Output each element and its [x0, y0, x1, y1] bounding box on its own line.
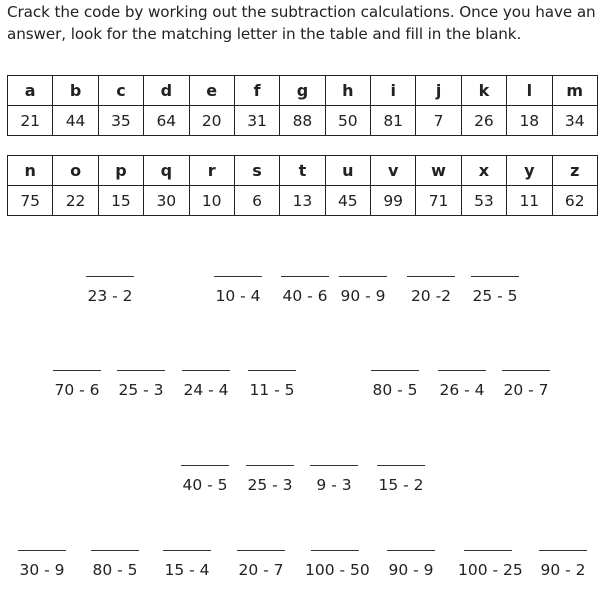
answer-blank[interactable]: [471, 276, 519, 277]
puzzle-item: [304, 465, 364, 494]
letter-cell: o: [53, 156, 98, 186]
calculation: 90 - 9: [388, 561, 434, 579]
calculation: 100 - 25: [458, 561, 523, 579]
answer-blank[interactable]: [311, 550, 359, 551]
answer-blank[interactable]: [214, 276, 262, 277]
puzzle-item: [458, 550, 523, 579]
letter-cell: j: [416, 76, 461, 106]
answer-blank[interactable]: [464, 550, 512, 551]
number-cell: 44: [53, 106, 98, 136]
puzzle-item: [365, 370, 425, 399]
puzzle-item: [12, 550, 72, 579]
calculation: 100 - 50: [305, 561, 370, 579]
puzzle-item: [465, 276, 525, 305]
letter-cell: r: [189, 156, 234, 186]
letter-cell: h: [325, 76, 370, 106]
puzzle-item: [111, 370, 171, 399]
calculation: 20 - 7: [503, 381, 549, 399]
letter-cell: b: [53, 76, 98, 106]
calculation: 70 - 6: [54, 381, 100, 399]
letter-cell: y: [507, 156, 552, 186]
number-cell: 99: [371, 186, 416, 216]
number-cell: 88: [280, 106, 325, 136]
calculation: 40 - 6: [282, 287, 328, 305]
letter-cell: i: [371, 76, 416, 106]
letter-cell: t: [280, 156, 325, 186]
letter-row: [8, 156, 598, 186]
number-cell: 35: [98, 106, 143, 136]
calculation: 9 - 3: [316, 476, 352, 494]
letter-cell: s: [234, 156, 279, 186]
number-cell: 53: [461, 186, 506, 216]
puzzle-item: [47, 370, 107, 399]
code-table-a-to-m: [7, 75, 598, 136]
letter-cell: k: [461, 76, 506, 106]
letter-cell: c: [98, 76, 143, 106]
answer-blank[interactable]: [91, 550, 139, 551]
number-cell: 21: [8, 106, 53, 136]
number-cell: 50: [325, 106, 370, 136]
answer-blank[interactable]: [310, 465, 358, 466]
letter-cell: u: [325, 156, 370, 186]
instructions-text: Crack the code by working out the subtraction calculations. Once you have an answer, look for the matching letter in the table and fill in the blank.: [7, 3, 596, 43]
number-cell: 18: [507, 106, 552, 136]
answer-blank[interactable]: [237, 550, 285, 551]
number-cell: 20: [189, 106, 234, 136]
number-cell: 15: [98, 186, 143, 216]
answer-blank[interactable]: [163, 550, 211, 551]
number-cell: 11: [507, 186, 552, 216]
puzzle-item: [305, 550, 370, 579]
puzzle-item: [401, 276, 461, 305]
answer-blank[interactable]: [18, 550, 66, 551]
number-cell: 10: [189, 186, 234, 216]
calculation: 80 - 5: [372, 381, 418, 399]
letter-cell: m: [552, 76, 598, 106]
answer-blank[interactable]: [438, 370, 486, 371]
calculation: 10 - 4: [215, 287, 261, 305]
number-cell: 6: [234, 186, 279, 216]
calculation: 40 - 5: [182, 476, 228, 494]
calculation: 23 - 2: [87, 287, 133, 305]
puzzle-item: [432, 370, 492, 399]
calculation: 11 - 5: [249, 381, 295, 399]
letter-cell: w: [416, 156, 461, 186]
puzzle-item: [371, 465, 431, 494]
puzzle-item: [496, 370, 556, 399]
number-cell: 26: [461, 106, 506, 136]
number-cell: 71: [416, 186, 461, 216]
calculation: 30 - 9: [19, 561, 65, 579]
letter-cell: a: [8, 76, 53, 106]
calculation: 20 - 7: [238, 561, 284, 579]
answer-blank[interactable]: [246, 465, 294, 466]
puzzle-item: [533, 550, 593, 579]
puzzle-item: [240, 465, 300, 494]
calculation: 26 - 4: [439, 381, 485, 399]
calculation: 20 -2: [410, 287, 452, 305]
letter-cell: z: [552, 156, 598, 186]
letter-cell: p: [98, 156, 143, 186]
answer-blank[interactable]: [407, 276, 455, 277]
letter-cell: q: [144, 156, 189, 186]
letter-cell: x: [461, 156, 506, 186]
calculation: 25 - 3: [247, 476, 293, 494]
number-cell: 31: [234, 106, 279, 136]
puzzle-item: [157, 550, 217, 579]
calculation: 15 - 2: [378, 476, 424, 494]
code-table-n-to-z: [7, 155, 598, 216]
answer-blank[interactable]: [387, 550, 435, 551]
answer-blank[interactable]: [117, 370, 165, 371]
letter-row: [8, 76, 598, 106]
calculation: 25 - 3: [118, 381, 164, 399]
answer-blank[interactable]: [86, 276, 134, 277]
answer-blank[interactable]: [339, 276, 387, 277]
answer-blank[interactable]: [248, 370, 296, 371]
puzzle-item: [85, 550, 145, 579]
puzzle-item: [242, 370, 302, 399]
puzzle-item: [333, 276, 393, 305]
puzzle-item: [176, 370, 236, 399]
number-row: [8, 186, 598, 216]
answer-blank[interactable]: [181, 465, 229, 466]
answer-blank[interactable]: [53, 370, 101, 371]
number-cell: 62: [552, 186, 598, 216]
letter-cell: n: [8, 156, 53, 186]
letter-cell: g: [280, 76, 325, 106]
number-cell: 34: [552, 106, 598, 136]
number-cell: 13: [280, 186, 325, 216]
puzzle-item: [381, 550, 441, 579]
letter-cell: e: [189, 76, 234, 106]
puzzle-item: [80, 276, 140, 305]
answer-blank[interactable]: [281, 276, 329, 277]
calculation: 24 - 4: [183, 381, 229, 399]
answer-blank[interactable]: [502, 370, 550, 371]
number-cell: 22: [53, 186, 98, 216]
calculation: 15 - 4: [164, 561, 210, 579]
puzzle-item: [175, 465, 235, 494]
puzzle-item: [275, 276, 335, 305]
calculation: 80 - 5: [92, 561, 138, 579]
number-cell: 7: [416, 106, 461, 136]
number-cell: 81: [371, 106, 416, 136]
answer-blank[interactable]: [539, 550, 587, 551]
number-cell: 30: [144, 186, 189, 216]
answer-blank[interactable]: [377, 465, 425, 466]
calculation: 90 - 9: [340, 287, 386, 305]
number-cell: 64: [144, 106, 189, 136]
puzzle-item: [231, 550, 291, 579]
letter-cell: d: [144, 76, 189, 106]
number-row: [8, 106, 598, 136]
letter-cell: v: [371, 156, 416, 186]
puzzle-item: [208, 276, 268, 305]
letter-cell: l: [507, 76, 552, 106]
calculation: 25 - 5: [472, 287, 518, 305]
calculation: 90 - 2: [540, 561, 586, 579]
answer-blank[interactable]: [371, 370, 419, 371]
number-cell: 75: [8, 186, 53, 216]
answer-blank[interactable]: [182, 370, 230, 371]
number-cell: 45: [325, 186, 370, 216]
letter-cell: f: [234, 76, 279, 106]
